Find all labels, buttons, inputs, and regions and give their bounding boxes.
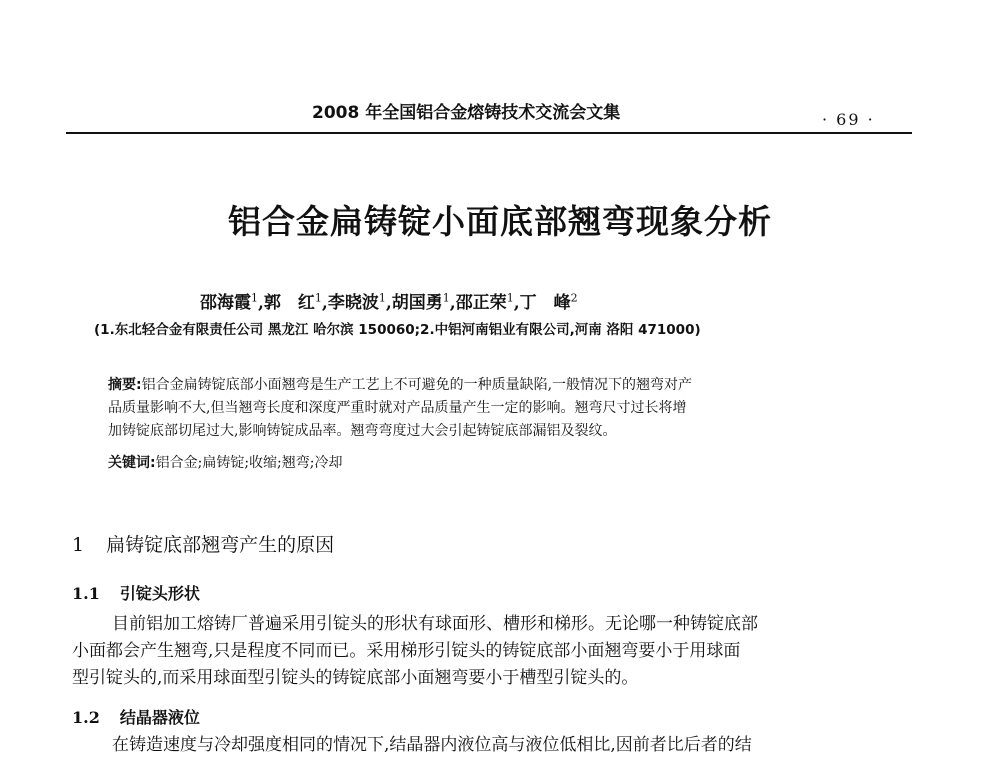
body-paragraph	[72, 732, 912, 759]
header-rule	[66, 132, 912, 134]
author-affiliation-mark: 1	[251, 291, 258, 305]
author-affiliation-mark: 1	[314, 291, 322, 305]
abstract	[108, 374, 888, 443]
keywords-text: 铝合金;扁铸锭;收缩;翘弯;冷却	[155, 455, 343, 471]
author-list	[200, 288, 578, 313]
subsection-title: 引锭头形状	[119, 584, 200, 603]
author-separator: ,	[385, 293, 392, 313]
author-name: 胡国勇	[391, 293, 443, 313]
author-separator: ,	[321, 293, 328, 313]
keywords	[108, 452, 342, 472]
subsection-title: 结晶器液位	[119, 708, 200, 727]
paper-title: 铝合金扁铸锭小面底部翘弯现象分析	[228, 202, 772, 241]
affiliation: (1.东北轻合金有限责任公司 黑龙江 哈尔滨 150060;2.中铝河南铝业有限公司,河南 洛阳 471000)	[94, 322, 701, 338]
section-number: 1	[72, 534, 85, 556]
subsection-heading	[72, 705, 200, 728]
author-name: 丁 峰	[519, 293, 571, 313]
section-heading	[72, 530, 334, 557]
paragraph-line: 目前铝加工熔铸厂普遍采用引锭头的形状有球面形、槽形和梯形。无论哪一种铸锭底部	[112, 614, 758, 634]
body-paragraph	[72, 611, 912, 692]
running-header-title: 2008 年全国铝合金熔铸技术交流会文集	[312, 103, 621, 123]
author-name: 邵海霞	[200, 293, 251, 313]
author-name: 郭 红	[263, 293, 315, 313]
subsection-number: 1.1	[72, 584, 100, 603]
author-affiliation-mark: 1	[378, 291, 386, 305]
subsection-heading	[72, 581, 200, 604]
subsection-number: 1.2	[72, 708, 100, 727]
author-affiliation-mark: 1	[506, 291, 514, 305]
author-separator: ,	[513, 293, 520, 313]
author-name: 李晓波	[327, 293, 379, 313]
paragraph-line: 在铸造速度与冷却强度相同的情况下,结晶器内液位高与液位低相比,因前者比后者的结	[112, 735, 752, 755]
author-name: 邵正荣	[455, 293, 507, 313]
abstract-line	[108, 374, 888, 397]
paragraph-line: 型引锭头的,而采用球面型引锭头的铸锭底部小面翘弯要小于槽型引锭头的。	[72, 668, 639, 688]
author-separator: ,	[258, 293, 264, 313]
author-separator: ,	[449, 293, 456, 313]
abstract-text: 铝合金扁铸锭底部小面翘弯是生产工艺上不可避免的一种质量缺陷,一般情况下的翘弯对产	[141, 377, 693, 393]
paragraph-line: 小面都会产生翘弯,只是程度不同而已。采用梯形引锭头的铸锭底部小面翘弯要小于用球面	[72, 641, 741, 661]
keywords-label: 关键词:	[108, 455, 156, 471]
author-affiliation-mark: 1	[442, 291, 450, 305]
abstract-label: 摘要:	[108, 377, 142, 393]
page-number: · 69 ·	[822, 110, 875, 129]
abstract-line: 加铸锭底部切尾过大,影响铸锭成品率。翘弯弯度过大会引起铸锭底部漏铝及裂纹。	[108, 423, 617, 439]
section-title: 扁铸锭底部翘弯产生的原因	[106, 534, 335, 556]
abstract-line: 品质量影响不大,但当翘弯长度和深度严重时就对产品质量产生一定的影响。翘弯尺寸过长将增	[108, 400, 687, 416]
author-affiliation-mark: 2	[570, 291, 578, 305]
